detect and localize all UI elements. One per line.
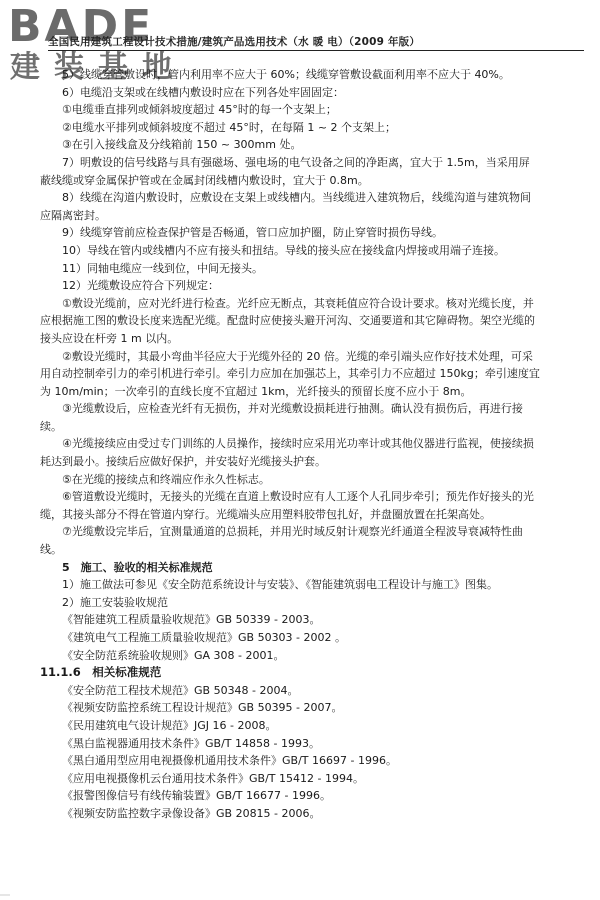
text-line-l21: 续。 [40, 419, 62, 433]
text-line-l15: 应根据施工图的敷设长度来选配光缆。配盘时应使接头避开河沟、交通要道和其它障碍物。架空光缆的 [40, 314, 535, 328]
text-line-l29: 5 施工、验收的相关标准规范 [62, 560, 213, 574]
text-line-l40: 《黑白通用型应用电视摄像机通用技术条件》GB/T 16697 - 1996。 [62, 754, 397, 768]
body-text [40, 66, 590, 823]
text-line-l01: 5）线缆穿管敷设时，管内利用率不应大于 60%；线缆穿管敷设截面利用率不应大于 40%。 [62, 68, 510, 81]
text-line-l06: 7）明敷设的信号线路与具有强磁场、强电场的电气设备之间的净距离，宜大于 1.5m，当采用屏 [62, 155, 530, 169]
text-line-l43: 《视频安防监控数字录像设备》GB 20815 - 2006。 [62, 806, 321, 820]
text-line-l07: 蔽线缆或穿金属保护管或在金属封闭线槽内敷设时，宜大于 0.8m。 [40, 173, 369, 187]
text-line-l09: 应隔离密封。 [40, 208, 106, 222]
text-line-l19: 为 10m/min；一次牵引的直线长度不宜超过 1km，光纤接头的预留长度不应小于 8m。 [40, 384, 472, 398]
text-line-l11: 10）导线在管内或线槽内不应有接头和扭结。导线的接头应在接线盒内焊接或用端子连接。 [62, 243, 505, 257]
text-line-l39: 《黑白监视器通用技术条件》GB/T 14858 - 1993。 [62, 736, 320, 750]
text-line-l30: 1）施工做法可参见《安全防范系统设计与安装》、《智能建筑弱电工程设计与施工》图集。 [62, 578, 498, 592]
logo-sub-text: 建装基地 [10, 50, 186, 85]
text-line-l38: 《民用建筑电气设计规范》JGJ 16 - 2008。 [62, 718, 277, 732]
text-line-l14: ①敷设光缆前，应对光纤进行检查。光纤应无断点，其衰耗值应符合设计要求。核对光缆长度，并 [62, 296, 534, 310]
text-line-l35: 11.1.6 相关标准规范 [40, 665, 162, 680]
text-line-l20: ③光缆敷设后，应检查光纤有无损伤，并对光缆敷设损耗进行抽测。确认没有损伤后，再进行接 [62, 402, 523, 416]
running-header: 全国民用建筑工程设计技术措施/建筑产品选用技术（水 暖 电）（2009 年版） [48, 36, 421, 48]
text-line-l05: ③在引入接线盒及分线箱前 150 ~ 300mm 处。 [62, 138, 302, 152]
text-line-l10: 9）线缆穿管前应检查保护管是否畅通，管口应加护圈，防止穿管时损伤导线。 [62, 226, 443, 240]
text-line-l36: 《安全防范工程技术规范》GB 50348 - 2004。 [62, 683, 299, 697]
text-line-l02: 6）电缆沿支架或在线槽内敷设时应在下列各处牢固固定： [62, 85, 344, 99]
text-line-l03: ①电缆垂直排列或倾斜坡度超过 45°时的每一个支架上； [62, 103, 337, 117]
text-line-l22: ④光缆接续应由受过专门训练的人员操作，接续时应采用光功率计或其他仪器进行监视，使接续损 [62, 437, 534, 451]
text-line-l28: 线。 [40, 543, 62, 557]
text-line-l33: 《建筑电气工程施工质量验收规范》GB 50303 - 2002 。 [62, 631, 347, 644]
header-divider [48, 50, 584, 51]
crop-mark-bottom-left [0, 890, 10, 900]
text-line-l31: 2）施工安装验收规范 [62, 595, 168, 609]
text-line-l16: 接头应设在杆旁 1 m 以内。 [40, 331, 179, 345]
text-line-l26: 缆，其接头部分不得在管道内穿行。光缆端头应用塑料胶带包扎好，并盘圈放置在托架高处。 [40, 507, 491, 521]
text-line-l42: 《报警图像信号有线传输装置》GB/T 16677 - 1996。 [62, 789, 331, 803]
text-line-l04: ②电缆水平排列或倾斜坡度不超过 45°时，在每隔 1 ~ 2 个支架上； [62, 120, 397, 134]
text-line-l34: 《安全防范系统验收规则》GA 308 - 2001。 [62, 648, 285, 662]
text-line-l12: 11）同轴电缆应一线到位，中间无接头。 [62, 261, 263, 275]
text-line-l25: ⑥管道敷设光缆时，无接头的光缆在直道上敷设时应有人工逐个人孔同步牵引；预先作好接头的光 [62, 490, 534, 504]
text-line-l18: 用自动控制牵引力的牵引机进行牵引。牵引力应加在加强芯上，其牵引力不应超过 150kg；牵引速度宜 [40, 367, 540, 381]
text-line-l27: ⑦光缆敷设完毕后，宜测量通道的总损耗，并用光时域反射计观察光纤通道全程波导衰减特性曲 [62, 525, 523, 539]
text-line-l37: 《视频安防监控系统工程设计规范》GB 50395 - 2007。 [62, 701, 343, 715]
text-line-l23: 耗达到最小。接续后应做好保护，并安装好光缆接头护套。 [40, 455, 326, 469]
text-line-l41: 《应用电视摄像机云台通用技术条件》GB/T 15412 - 1994。 [62, 771, 364, 785]
text-line-l08: 8）线缆在沟道内敷设时，应敷设在支架上或线槽内。当线缆进入建筑物后，线缆沟道与建筑物间 [62, 191, 531, 205]
text-line-l32: 《智能建筑工程质量验收规范》GB 50339 - 2003。 [62, 613, 321, 627]
text-line-l24: ⑤在光缆的接续点和终端应作永久性标志。 [62, 472, 270, 486]
text-line-l13: 12）光缆敷设应符合下列规定： [62, 279, 219, 293]
text-line-l17: ②敷设光缆时，其最小弯曲半径应大于光缆外径的 20 倍。光缆的牵引端头应作好技术处理，可采 [62, 349, 533, 363]
logo-main-text: BADE [8, 1, 155, 52]
